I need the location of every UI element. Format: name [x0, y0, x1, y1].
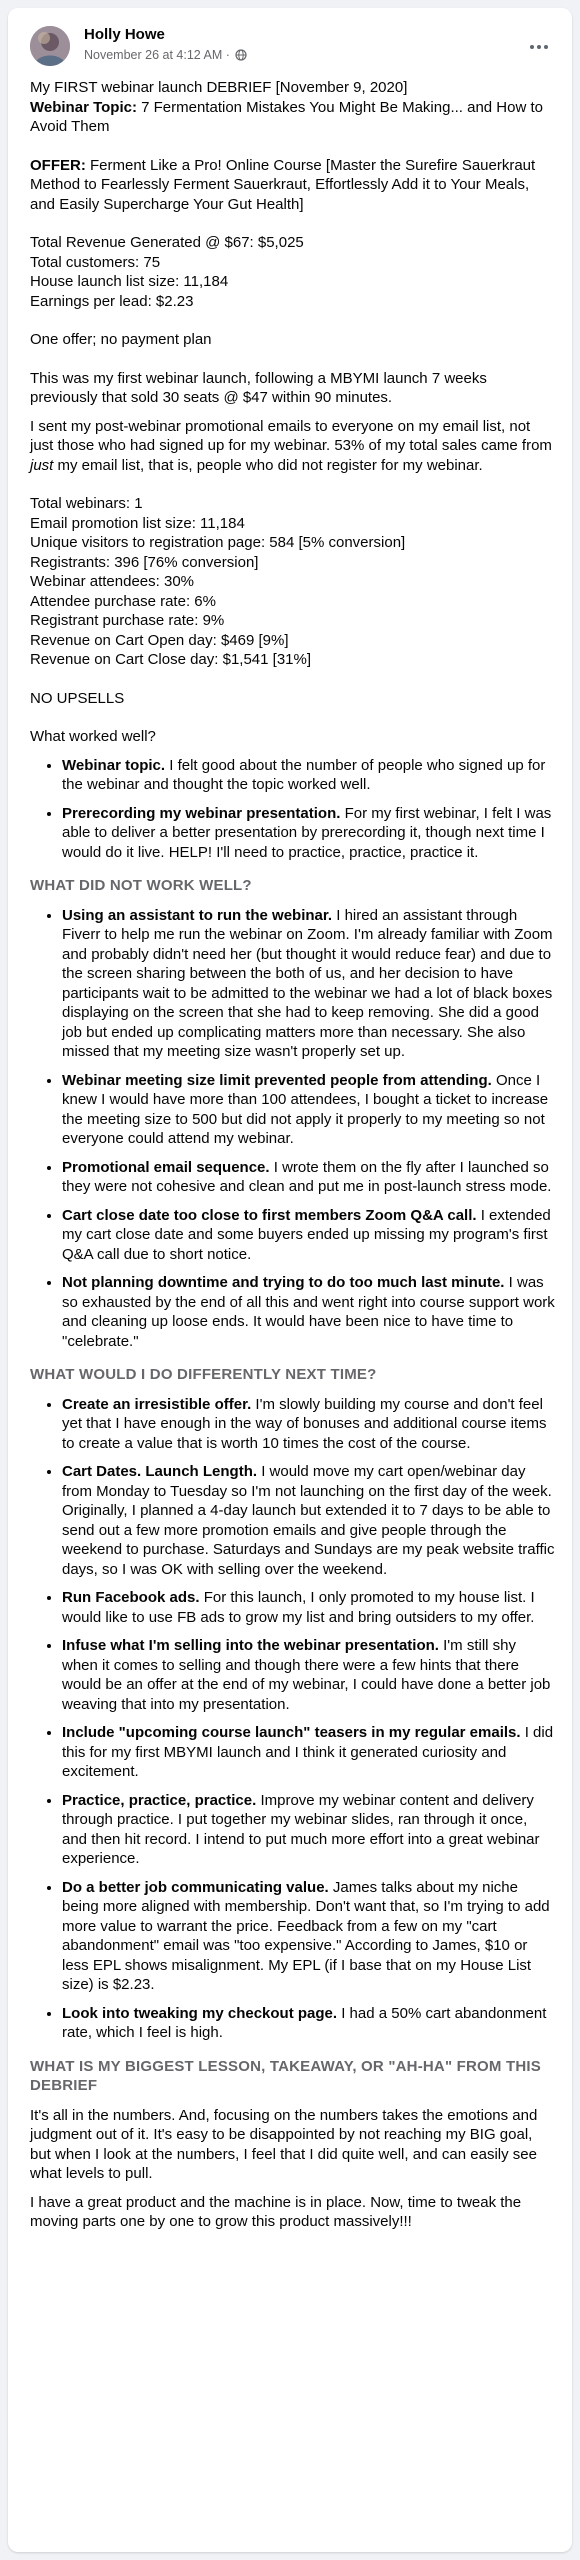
stat-line: Unique visitors to registration page: 584 [5% conversion] — [30, 534, 406, 551]
stat-line: Webinar attendees: 30% — [30, 573, 194, 590]
webinar-topic: 7 Fermentation Mistakes You Might Be Making... and How to Avoid Them — [30, 98, 543, 135]
post-card — [8, 8, 572, 2552]
item-head: Webinar meeting size limit prevented people from attending. — [62, 1071, 492, 1089]
list-item — [62, 906, 556, 1062]
stat-line: Total webinars: 1 — [30, 495, 143, 512]
email-paragraph — [30, 417, 556, 476]
stat-line: Total Revenue Generated @ $67: $5,025 — [30, 234, 304, 251]
item-head: Look into tweaking my checkout page. — [62, 2004, 338, 2022]
one-offer: One offer; no payment plan — [30, 331, 212, 348]
stat-line: Revenue on Cart Close day: $1,541 [31%] — [30, 651, 312, 668]
item-text: For my first webinar, I felt I was able to deliver a better presentation by prerecording it, though next time I would do it live. HELP! I'll need to practice, practice, practice it. — [62, 804, 552, 861]
list-item — [62, 1071, 556, 1149]
list-item — [62, 1273, 556, 1351]
didnt-work-list — [30, 906, 556, 1352]
item-head: Practice, practice, practice. — [62, 1791, 257, 1809]
item-head: Not planning downtime and trying to do too much last minute. — [62, 1274, 505, 1291]
offer-text: Ferment Like a Pro! Online Course [Master the Surefire Sauerkraut Method to Fearlessly Ferment Sauerkraut, Effortlessly Add it to Your Meals, and Easily Supercharge Your Gut Health] — [30, 156, 536, 213]
item-head: Promotional email sequence. — [62, 1158, 270, 1176]
offer-label: OFFER: — [30, 156, 86, 174]
item-head: Using an assistant to run the webinar. — [62, 906, 333, 924]
list-item — [62, 1206, 556, 1265]
timestamp[interactable]: November 26 at 4:12 AM — [84, 48, 223, 62]
item-head: Do a better job communicating value. — [62, 1878, 329, 1896]
section-heading: WHAT WOULD I DO DIFFERENTLY NEXT TIME? — [30, 1366, 377, 1383]
item-text: I would move my cart open/webinar day from Monday to Tuesday so I'm not launching on the first day of the week. Originally, I planned a 4-day launch but extended it to 7 days to be able to send out a few more promotion emails and give people through the weekend to purchase. Saturdays and Sundays are my peak website traffic days, so I was OK with selling over the weekend. — [62, 1463, 555, 1578]
post-header — [8, 8, 572, 70]
list-item — [62, 756, 556, 795]
list-item — [62, 804, 556, 863]
item-text: I hired an assistant through Fiverr to help me run the webinar on Zoom. I'm already familiar with Zoom and probably didn't need her (but thought it would reduce fear) and due to the screen sharing between the both of us, and her decision to have participants wait to be admitted to the webinar we had a lot of black boxes displaying on the screen that she had to keep removing. She did a good job but ended up complicating matters more than necessary. She also missed that my meeting size wasn't properly set up. — [62, 906, 553, 1060]
avatar[interactable] — [30, 26, 70, 66]
item-text: I wrote them on the fly after I launched so they were not cohesive and clean and put me in post-launch stress mode. — [62, 1158, 552, 1195]
more-options-icon[interactable] — [524, 36, 554, 56]
item-text: I did this for my first MBYMI launch and I think it generated curiosity and excitement. — [62, 1724, 554, 1780]
item-text: I was so exhausted by the end of all this and went right into course support work and cleaning up loose ends. It would have been nice to have time to "celebrate." — [62, 1274, 555, 1350]
globe-icon — [235, 49, 247, 61]
post-title: My FIRST webinar launch DEBRIEF [November 9, 2020] — [30, 79, 408, 96]
email-emphasis: just — [30, 456, 54, 474]
meta-separator: · — [225, 48, 230, 62]
item-head: Cart close date too close to first members Zoom Q&A call. — [62, 1206, 477, 1224]
item-head: Include "upcoming course launch" teasers in my regular emails. — [62, 1724, 521, 1741]
item-head: Run Facebook ads. — [62, 1589, 200, 1606]
item-text: I extended my cart close date and some buyers ended up missing my program's first Q&A call due to short notice. — [62, 1206, 551, 1263]
item-text: James talks about my niche being more aligned with membership. Don't want that, so I'm trying to add more value to warrant the price. Feedback from a few on my "cart abandonment" email was "too expensive." According to James, $10 or less EPL shows misalignment. My EPL (if I base that on my House List size) is $2.23. — [62, 1878, 550, 1993]
item-text: I'm slowly building my course and don't feel yet that I have enough in the way of bonuses and additional course items to create a value that is worth 10 times the cost of the course. — [62, 1395, 547, 1452]
webinar-topic-label: Webinar Topic: — [30, 98, 137, 116]
item-head: Create an irresistible offer. — [62, 1395, 252, 1413]
item-head: Webinar topic. — [62, 756, 166, 774]
post-intro — [30, 78, 556, 137]
item-head: Prerecording my webinar presentation. — [62, 804, 341, 822]
lesson-paragraph: It's all in the numbers. And, focusing on the numbers takes the emotions and judgment out of it. It's easy to be disappointed by not reaching my BIG goal, but when I look at the numbers, I feel that I did quite well, and can easily see what levels to pull. — [30, 2106, 538, 2182]
email-text: I sent my post-webinar promotional emails to everyone on my email list, not just those who had signed up for my webinar. 53% of my total sales came from — [30, 417, 552, 454]
item-text: For this launch, I only promoted to my house list. I would like to use FB ads to grow my list and bring outsiders to my offer. — [62, 1589, 535, 1626]
stat-line: Earnings per lead: $2.23 — [30, 292, 194, 310]
list-item — [62, 1791, 556, 1869]
post-body — [30, 78, 556, 2241]
differently-list — [30, 1395, 556, 2043]
worked-question: What worked well? — [30, 728, 156, 745]
worked-list — [30, 756, 556, 863]
email-text: my email list, that is, people who did not register for my webinar. — [53, 456, 483, 474]
post-meta — [84, 48, 247, 62]
offer-paragraph — [30, 156, 556, 215]
no-upsells: NO UPSELLS — [30, 689, 125, 707]
stat-line: Total customers: 75 — [30, 253, 161, 271]
list-item — [62, 1462, 556, 1579]
stat-line: Attendee purchase rate: 6% — [30, 592, 216, 610]
list-item — [62, 1636, 556, 1714]
stat-line: Registrants: 396 [76% conversion] — [30, 553, 259, 571]
author-name[interactable]: Holly Howe — [84, 26, 165, 43]
item-text: I'm still shy when it comes to selling and though there were a few hints that there would be an offer at the end of my webinar, I could have done a better job weaving that into my presentation. — [62, 1637, 551, 1713]
stats-summary — [30, 233, 556, 311]
stat-line: Revenue on Cart Open day: $469 [9%] — [30, 631, 289, 649]
stat-line: Registrant purchase rate: 9% — [30, 612, 225, 629]
stats-detail — [30, 494, 556, 670]
item-text: I felt good about the number of people who signed up for the webinar and thought the topic worked well. — [62, 756, 546, 793]
section-heading: WHAT IS MY BIGGEST LESSON, TAKEAWAY, OR "AH-HA" FROM THIS DEBRIEF — [30, 2057, 541, 2094]
item-text: I had a 50% cart abandonment rate, which I feel is high. — [62, 2004, 547, 2041]
list-item — [62, 1723, 556, 1782]
list-item — [62, 1158, 556, 1197]
launch-paragraph: This was my first webinar launch, following a MBYMI launch 7 weeks previously that sold 30 seats @ $47 within 90 minutes. — [30, 369, 487, 406]
list-item — [62, 2004, 556, 2043]
item-head: Cart Dates. Launch Length. — [62, 1463, 258, 1480]
list-item — [62, 1588, 556, 1627]
lesson-paragraph: I have a great product and the machine is in place. Now, time to tweak the moving parts one by one to grow this product massively!!! — [30, 2193, 522, 2230]
section-heading: WHAT DID NOT WORK WELL? — [30, 877, 252, 894]
list-item — [62, 1878, 556, 1995]
stat-line: House launch list size: 11,184 — [30, 273, 229, 290]
stat-line: Email promotion list size: 11,184 — [30, 514, 245, 532]
item-text: Once I knew I would have more than 100 attendees, I bought a ticket to increase the meeting size to 500 but did not apply it properly to my meeting so not everyone could attend my webinar. — [62, 1071, 549, 1147]
item-head: Infuse what I'm selling into the webinar presentation. — [62, 1637, 439, 1654]
list-item — [62, 1395, 556, 1454]
item-text: Improve my webinar content and delivery through practice. I put together my webinar slides, ran through it once, and then hit record. I intend to put much more effort into a great webinar experience. — [62, 1791, 540, 1867]
